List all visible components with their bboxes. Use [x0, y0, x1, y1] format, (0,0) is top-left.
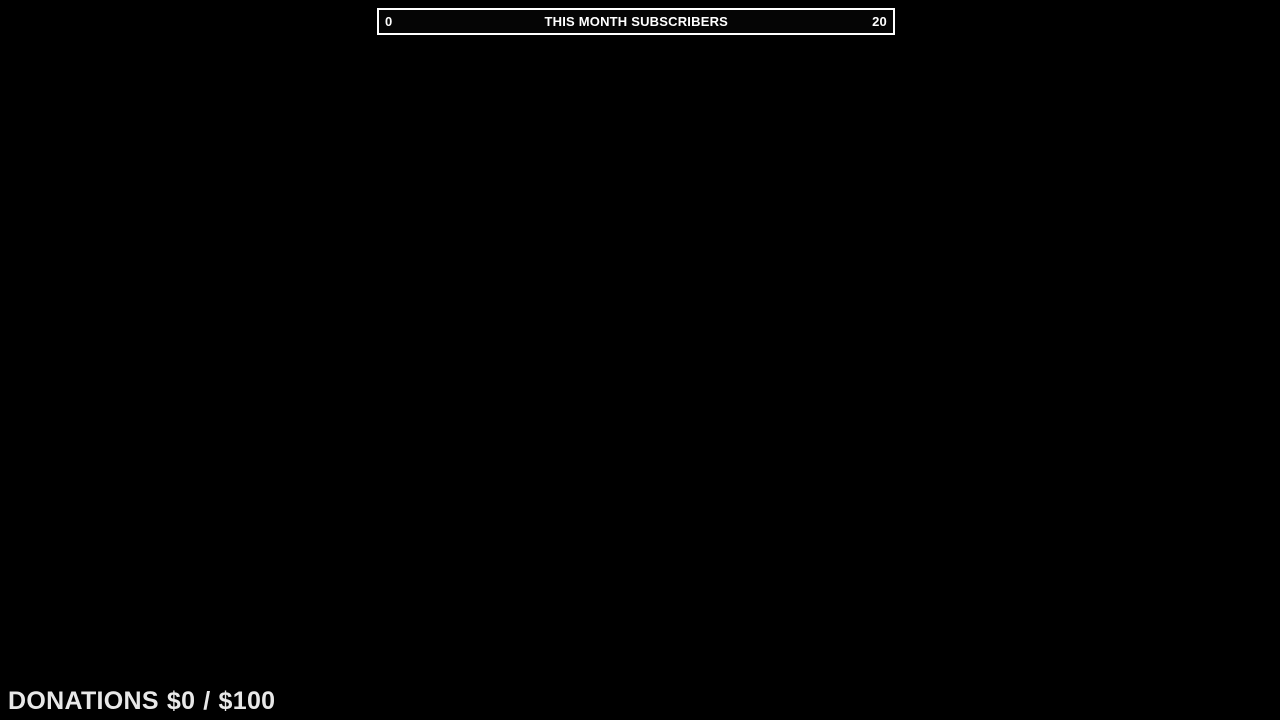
donation-current-amount: $0: [166, 687, 196, 715]
donation-label: DONATIONS: [8, 687, 159, 715]
donation-goal-ticker: [8, 689, 275, 714]
donation-goal-amount: $100: [218, 687, 276, 715]
subscriber-goal-title: THIS MONTH SUBSCRIBERS: [544, 14, 729, 29]
subscriber-goal-max-label: 20: [872, 14, 887, 29]
donation-separator: /: [203, 687, 211, 715]
subscriber-goal-min-label: 0: [385, 14, 393, 29]
subscriber-goal-bar: [377, 8, 895, 35]
